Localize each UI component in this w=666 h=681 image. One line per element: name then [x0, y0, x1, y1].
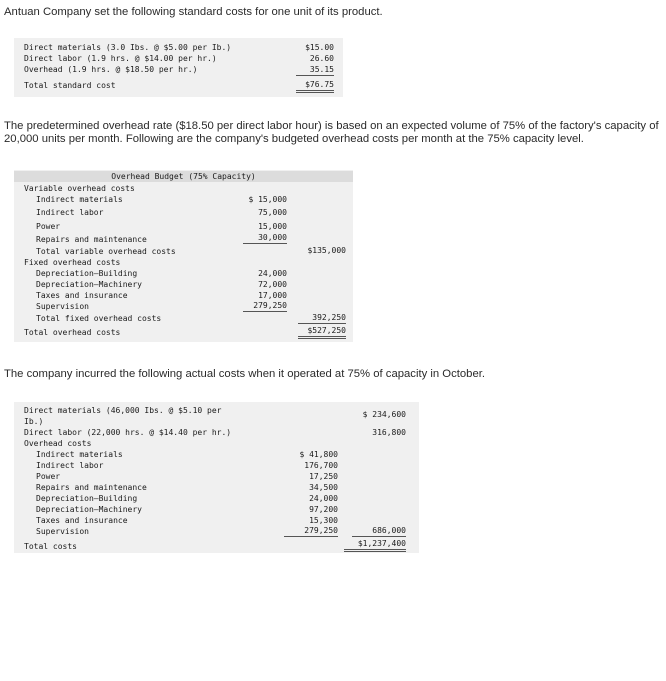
std-row-label: Direct labor (1.9 hrs. @ $14.00 per hr.) — [24, 54, 217, 63]
overhead-item-label: Depreciation—Building — [36, 494, 138, 503]
overhead-item-amount: 24,000 — [309, 494, 338, 503]
fixed-item-label: Depreciation—Building — [36, 269, 138, 278]
overhead-item-amount: 34,500 — [309, 483, 338, 492]
overhead-item-label: Taxes and insurance — [36, 516, 128, 525]
fixed-item-amount: 72,000 — [258, 280, 287, 289]
overhead-item-amount: 15,300 — [309, 516, 338, 525]
std-row-amount: 26.60 — [309, 54, 334, 63]
std-row-amount: $15.00 — [305, 43, 334, 52]
fixed-item-label: Supervision — [36, 302, 89, 311]
dm-label: Direct materials (46,000 Ibs. @ $5.10 per — [24, 406, 222, 415]
std-total-amount: $76.75 — [296, 79, 334, 93]
fixed-item-amount: 17,000 — [258, 291, 287, 300]
actual-costs-table — [14, 402, 419, 553]
variable-item-label: Indirect materials — [36, 195, 123, 204]
overhead-item-amount: 17,250 — [309, 472, 338, 481]
std-row-label: Overhead (1.9 hrs. @ $18.50 per hr.) — [24, 65, 198, 74]
overhead-item-label: Supervision — [36, 527, 89, 536]
fixed-item-label: Taxes and insurance — [36, 291, 128, 300]
overhead-total-amount: 686,000 — [352, 525, 406, 537]
variable-item-amount: 30,000 — [243, 232, 287, 244]
total-overhead-label: Total overhead costs — [24, 328, 121, 337]
dm-label-cont: Ib.) — [24, 417, 44, 426]
total-costs-amount: $1,237,400 — [344, 538, 406, 552]
total-fixed-amount: 392,250 — [298, 312, 346, 324]
overhead-budget-table — [14, 170, 353, 342]
dl-label: Direct labor (22,000 hrs. @ $14.40 per hr.) — [24, 428, 232, 437]
variable-item-amount: $ 15,000 — [248, 195, 287, 204]
std-total-label: Total standard cost — [24, 81, 116, 90]
overhead-item-label: Indirect labor — [36, 461, 104, 470]
overhead-item-amount: $ 41,800 — [299, 450, 338, 459]
total-overhead-amount: $527,250 — [298, 325, 346, 339]
overhead-item-label: Depreciation—Machinery — [36, 505, 142, 514]
variable-header: Variable overhead costs — [24, 184, 135, 193]
overhead-header: Overhead costs — [24, 439, 92, 448]
overhead-item-amount: 279,250 — [284, 525, 338, 537]
fixed-item-amount: 24,000 — [258, 269, 287, 278]
overhead-item-label: Repairs and maintenance — [36, 483, 147, 492]
total-variable-label: Total variable overhead costs — [36, 247, 176, 256]
variable-item-label: Indirect labor — [36, 208, 104, 217]
std-row-label: Direct materials (3.0 Ibs. @ $5.00 per Ib.) — [24, 43, 232, 52]
variable-item-amount: 75,000 — [258, 208, 287, 217]
rate-text: The predetermined overhead rate ($18.50 per direct labor hour) is based on an expected volume of 75% of the factory's capacity of 20,000 units per month. Following are the company's budgeted overhead costs per month at the 75% capacity level. — [4, 120, 659, 145]
overhead-item-amount: 176,700 — [304, 461, 338, 470]
overhead-item-label: Power — [36, 472, 61, 481]
fixed-header: Fixed overhead costs — [24, 258, 121, 267]
overhead-item-amount: 97,200 — [309, 505, 338, 514]
total-costs-label: Total costs — [24, 542, 77, 551]
dl-amount: 316,800 — [372, 428, 406, 437]
variable-item-label: Repairs and maintenance — [36, 235, 147, 244]
variable-item-label: Power — [36, 222, 61, 231]
intro-text: Antuan Company set the following standard costs for one unit of its product. — [4, 6, 383, 18]
dm-amount: $ 234,600 — [362, 410, 406, 419]
fixed-item-amount: 279,250 — [243, 300, 287, 312]
total-variable-amount: $135,000 — [307, 246, 346, 255]
actual-text: The company incurred the following actual costs when it operated at 75% of capacity in October. — [4, 368, 486, 380]
standard-costs-table — [14, 38, 343, 97]
budget-title: Overhead Budget (75% Capacity) — [14, 171, 353, 182]
overhead-item-label: Indirect materials — [36, 450, 123, 459]
std-row-amount: 35.15 — [296, 64, 334, 76]
fixed-item-label: Depreciation—Machinery — [36, 280, 142, 289]
total-fixed-label: Total fixed overhead costs — [36, 314, 162, 323]
variable-item-amount: 15,000 — [258, 222, 287, 231]
